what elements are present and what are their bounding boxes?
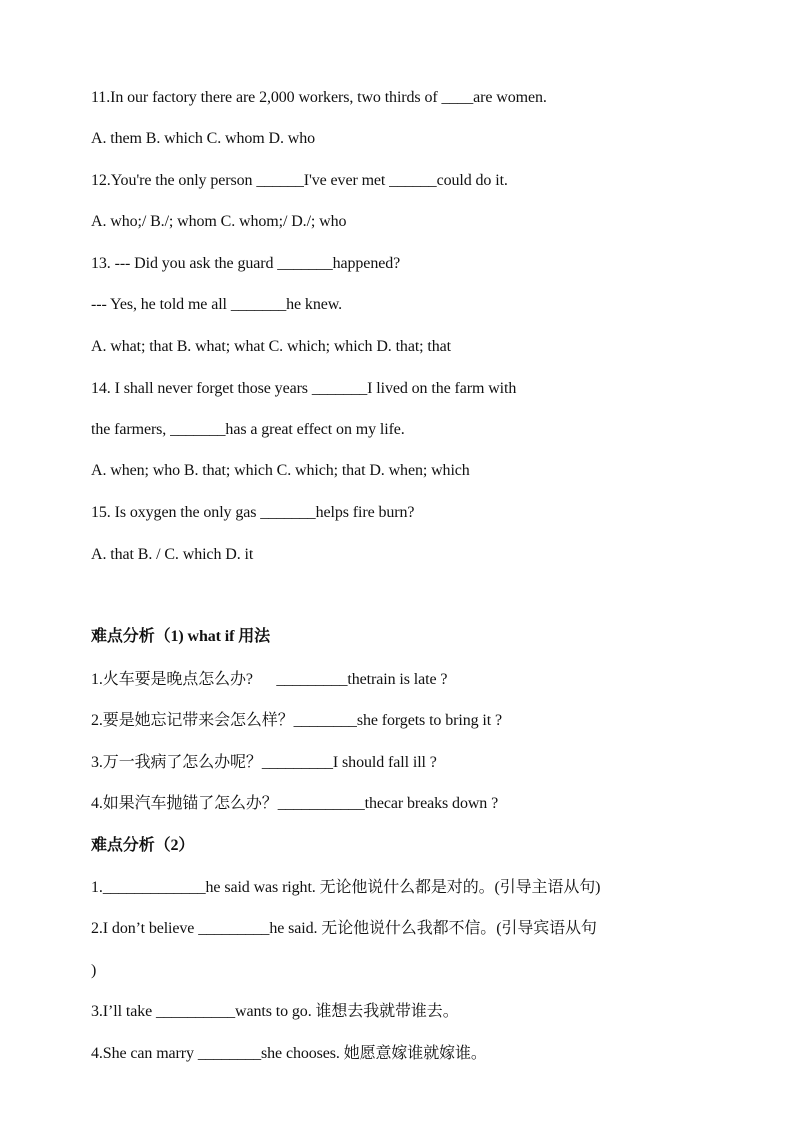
q11-blank: ____: [441, 89, 474, 106]
q12-text-c: could do it.: [436, 172, 508, 189]
q11-text-a: 11.In our factory there are 2,000 workers, two thirds of: [91, 89, 442, 106]
s2-item4-prefix: 4.She can marry: [91, 1045, 198, 1062]
section2-heading: 难点分析（2）: [91, 837, 195, 854]
s1-item2-blank: ________: [293, 712, 357, 729]
s1-item4-blank: ___________: [277, 795, 365, 812]
section2-item: [91, 919, 597, 939]
s2-item3-blank: __________: [156, 1003, 236, 1020]
q12-options: A. who;/ B./; whom C. whom;/ D./; who: [91, 213, 347, 230]
s1-item2-prefix: 2.要是她忘记带来会怎么样？: [91, 712, 294, 729]
s1-item1-prefix: 1.火车要是晚点怎么办?: [91, 671, 277, 688]
s2-item4-blank: ________: [197, 1045, 262, 1062]
q13-line-1: [91, 254, 400, 274]
q15-text-a: 15. Is oxygen the only gas: [91, 504, 261, 521]
q12-text-a: 12.You're the only person: [91, 172, 257, 189]
s2-item2-prefix: 2.I don’t believe: [91, 920, 199, 937]
s2-item3-prefix: 3.I’ll take: [91, 1003, 156, 1020]
q12-stem: [91, 171, 508, 191]
s1-item3-suffix: I should fall ill ?: [332, 754, 437, 771]
q15-options: A. that B. / C. which D. it: [91, 546, 254, 563]
q11-stem: [91, 88, 547, 108]
q13-text-b: happened?: [332, 255, 401, 272]
s1-item1-blank: _________: [276, 671, 348, 688]
section1-item: [91, 670, 447, 690]
q15-stem: [91, 503, 414, 523]
s2-item2-blank: _________: [198, 920, 270, 937]
s1-item4-suffix: thecar breaks down ?: [364, 795, 499, 812]
s2-item1-blank: _____________: [102, 879, 206, 896]
q13-text-c: --- Yes, he told me all: [91, 296, 231, 313]
s2-item4-suffix: she chooses. 她愿意嫁谁就嫁谁。: [261, 1045, 487, 1062]
q14-text-d: has a great effect on my life.: [225, 421, 405, 438]
q11-text-b: are women.: [473, 89, 547, 106]
s1-item3-blank: _________: [261, 754, 333, 771]
q13-options: A. what; that B. what; what C. which; which D. that; that: [91, 338, 452, 355]
q14-line-1: [91, 379, 516, 399]
q15-blank: _______: [260, 504, 316, 521]
s2-item1-suffix: he said was right. 无论他说什么都是对的。(引导主语从句): [205, 879, 601, 896]
q11-options: A. them B. which C. whom D. who: [91, 130, 316, 147]
section2-item: [91, 1002, 459, 1022]
q13-text-d: he knew.: [286, 296, 343, 313]
q12-blank-1: ______: [256, 172, 304, 189]
s1-item3-prefix: 3.万一我病了怎么办呢？: [91, 754, 262, 771]
section2-item: [91, 1044, 487, 1064]
q13-blank-1: _______: [277, 255, 333, 272]
q14-blank-1: _______: [311, 380, 368, 397]
q14-text-a: 14. I shall never forget those years: [91, 380, 312, 397]
q13-blank-2: _______: [230, 296, 287, 313]
s1-item2-suffix: she forgets to bring it ?: [356, 712, 502, 729]
section2-item: [91, 878, 600, 898]
s1-item1-suffix: thetrain is late ?: [347, 671, 448, 688]
q14-text-b: I lived on the farm with: [367, 380, 517, 397]
s1-item4-prefix: 4.如果汽车抛锚了怎么办？: [91, 795, 278, 812]
q15-text-b: helps fire burn?: [315, 504, 415, 521]
q13-text-a: 13. --- Did you ask the guard: [91, 255, 278, 272]
section1-item: [91, 711, 502, 731]
s2-item3-suffix: wants to go. 谁想去我就带谁去。: [235, 1003, 459, 1020]
q12-blank-2: ______: [389, 172, 437, 189]
s2-item1-prefix: 1.: [91, 879, 103, 896]
q12-text-b: I've ever met: [303, 172, 390, 189]
q14-line-2: [91, 420, 405, 440]
q14-text-c: the farmers,: [91, 421, 171, 438]
section1-heading: 难点分析（1) what if 用法: [91, 628, 271, 645]
q13-line-2: [91, 295, 342, 315]
s2-item2-suffix: he said. 无论他说什么我都不信。(引导宾语从句: [269, 920, 597, 937]
section1-item: [91, 753, 437, 773]
s2-item2-wrap: ): [91, 962, 97, 979]
section2-item-wrap: [91, 961, 96, 981]
q14-options: A. when; who B. that; which C. which; that D. when; which: [91, 462, 470, 479]
section1-item: [91, 794, 498, 814]
q14-blank-2: _______: [170, 421, 226, 438]
